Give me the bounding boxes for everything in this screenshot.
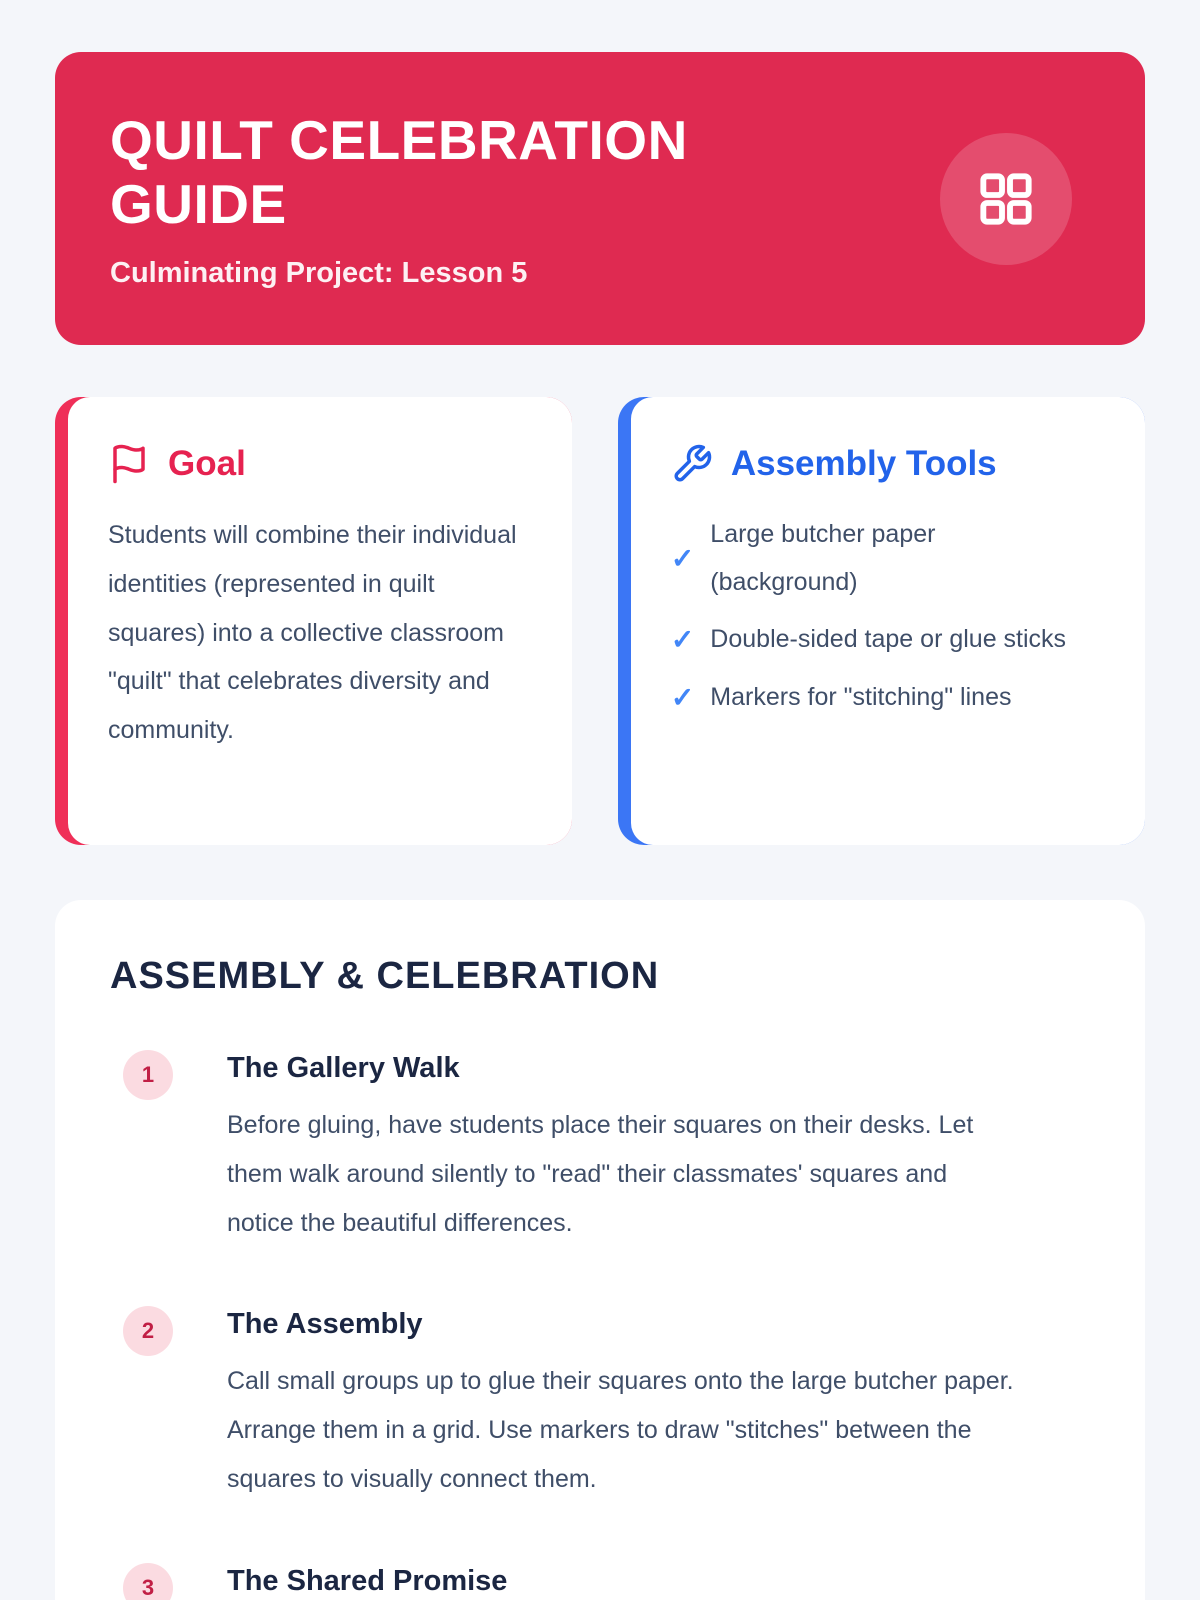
grid-icon-badge bbox=[940, 133, 1072, 265]
page-subtitle: Culminating Project: Lesson 5 bbox=[110, 256, 528, 289]
check-icon: ✓ bbox=[670, 624, 695, 656]
checklist-item-label: Double-sided tape or glue sticks bbox=[710, 625, 1067, 653]
check-icon: ✓ bbox=[670, 543, 695, 574]
step-content bbox=[227, 1559, 507, 1600]
goal-card bbox=[55, 397, 572, 845]
grid-icon bbox=[974, 167, 1038, 231]
goal-body-text: Students will combine their individual identities (represented in quilt squares) into a collective classroom "quilt" that celebrates diversity and community. bbox=[108, 521, 517, 744]
assembly-section bbox=[55, 900, 1145, 1600]
wrench-icon bbox=[671, 443, 713, 485]
goal-title-label: Goal bbox=[168, 444, 246, 483]
step-body: Call small groups up to glue their squares onto the large butcher paper. Arrange them in a grid. Use markers to draw "stitches" between the squares to visually connect them. bbox=[227, 1367, 1014, 1493]
step-title: The Shared Promise bbox=[227, 1564, 508, 1597]
tools-card bbox=[618, 397, 1145, 845]
step-gallery-walk bbox=[110, 1046, 1090, 1247]
step-content bbox=[227, 1046, 1017, 1247]
header-card bbox=[55, 52, 1145, 345]
flag-icon bbox=[108, 443, 150, 485]
step-number-badge: 3 bbox=[123, 1563, 173, 1600]
goal-card-title bbox=[108, 443, 532, 485]
check-icon: ✓ bbox=[670, 681, 695, 713]
tools-card-title bbox=[671, 443, 1105, 485]
tools-title-label: Assembly Tools bbox=[730, 444, 997, 483]
goal-card-inner bbox=[68, 397, 572, 845]
step-shared-promise bbox=[110, 1559, 1090, 1600]
page-title: QUILT CELEBRATION GUIDE bbox=[110, 109, 688, 236]
checklist-item bbox=[671, 674, 1105, 722]
checklist-item bbox=[671, 616, 1105, 664]
assembly-section-title: ASSEMBLY & CELEBRATION bbox=[110, 955, 660, 997]
tools-checklist bbox=[671, 511, 1105, 721]
tools-card-inner bbox=[631, 397, 1145, 845]
step-body: Before gluing, have students place their squares on their desks. Let them walk around silently to "read" their classmates' squares and notice the beautiful differences. bbox=[227, 1111, 974, 1237]
checklist-item-label: Markers for "stitching" lines bbox=[710, 682, 1012, 711]
checklist-item-label: Large butcher paper (background) bbox=[710, 520, 936, 596]
checklist-item bbox=[671, 511, 1105, 606]
step-title: The Gallery Walk bbox=[227, 1052, 460, 1084]
step-assembly bbox=[110, 1302, 1090, 1503]
step-title: The Assembly bbox=[227, 1308, 423, 1341]
step-content bbox=[227, 1302, 1017, 1503]
step-number-badge: 2 bbox=[123, 1306, 173, 1356]
info-cards-row bbox=[55, 397, 1145, 845]
step-number-badge: 1 bbox=[123, 1050, 173, 1100]
